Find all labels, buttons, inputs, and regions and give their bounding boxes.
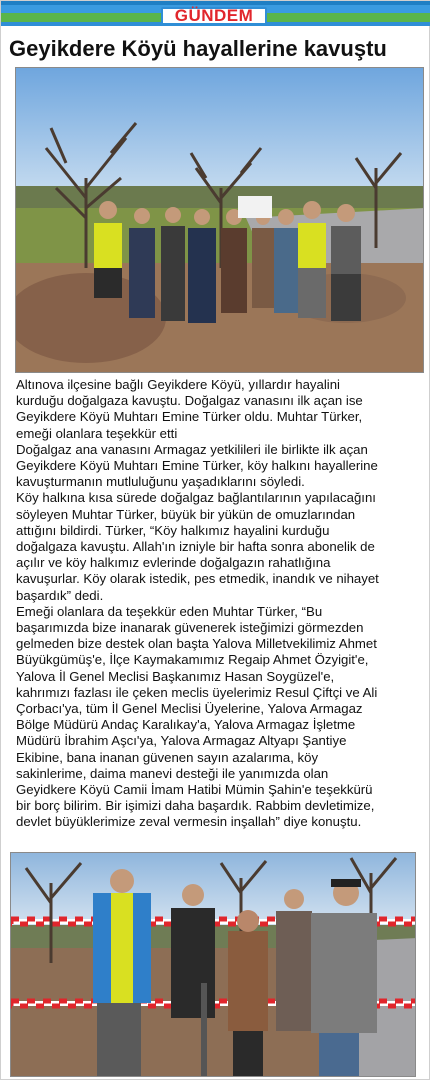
- article-line: başardık” dedi.: [16, 587, 104, 603]
- photo-illustration: [11, 853, 416, 1077]
- article-line: gelmeden bize destek olan başta Yalova Milletvekilimiz Ahmet: [16, 636, 377, 652]
- article-line: attığını bildirdi. Türker, “Köy halkımız hayalini kurduğu: [16, 522, 330, 538]
- article-photo-bottom: [10, 852, 416, 1077]
- article-line: Büyükgümüş'e, İlçe Kaymakamımız Regaip Ahmet Özyigit'e,: [16, 652, 369, 668]
- article-line: emeği olanlara teşekkür etti: [16, 425, 178, 441]
- article-line: Yalova İl Genel Meclisi Başkanımız Hasan Soygüzel'e,: [16, 668, 335, 684]
- article-line: söyleyen Muhtar Türker, büyük bir yükün de omuzlarından: [16, 506, 356, 522]
- article-photo-top: [15, 67, 424, 373]
- article-line: devlet büyüklerimize zeval vermesin inşallah” diye konuştu.: [16, 814, 362, 830]
- article-line: Geyikdere Köyü Muhtarı Emine Türker oldu. Muhtar Türker,: [16, 409, 363, 425]
- article-line: başarımızda bize inanarak güvenerek isteğimizi görmezden: [16, 620, 364, 636]
- article-headline: Geyikdere Köyü hayallerine kavuştu: [9, 36, 387, 61]
- photo-illustration: [16, 68, 424, 373]
- section-banner: [1, 1, 430, 31]
- article-line: Geyikdere Köyü Muhtarı Emine Türker, köy halkını hayallerine: [16, 458, 378, 474]
- article-line: Bölge Müdürü Andaç Karalıkay'a, Yalova Armagaz İşletme: [16, 717, 356, 733]
- article-line: kavuşurlar. Köy olarak istedik, pes etmedik, inandık ve nihayet: [16, 571, 379, 587]
- section-label: GÜNDEM: [174, 6, 254, 25]
- article-line: kurduğu doğalgaza kavuştu. Doğalgaz vanasını ilk açan ise: [16, 393, 363, 409]
- article-line: açılır ve köy halkımız evlerinde doğalgazın rahatlığına: [16, 555, 331, 571]
- article-line: Köy halkına kısa sürede doğalgaz bağlantılarının yapılacağını: [16, 490, 376, 506]
- article-body: [16, 377, 426, 831]
- article-line: kahrımızı fazlası ile çeken meclis üyelerimiz Resul Çiftçi ve Ali: [16, 684, 378, 700]
- article-line: doğalgaza kavuştu. Allah'ın izniyle bir hafta sonra abonelik de: [16, 539, 375, 555]
- article-line: Ekibine, bana inanan güvenen sayın azalarıma, köy: [16, 749, 319, 765]
- article-line: Müdürü İbrahim Aşcı'ya, Yalova Armagaz Altyapı Şantiye: [16, 733, 347, 749]
- article-line: kavuşturmanın mutluluğunu yaşadıklarını söyledi.: [16, 474, 305, 490]
- article-line: Geyidkere Köyü Camii İmam Hatibi Mümin Şahin'e teşekkürü: [16, 782, 373, 798]
- article-line: Altınova ilçesine bağlı Geyikdere Köyü, yıllardır hayalini: [16, 377, 340, 392]
- article-line: sakinlerime, daima manevi desteği ile yanımızda olan: [16, 765, 329, 781]
- article-line: bir borç bilirim. Bir işimizi daha başardık. Rabbim devletimize,: [16, 798, 375, 814]
- article-line: Doğalgaz ana vanasını Armagaz yetkilileri ile birlikte ilk açan: [16, 441, 368, 457]
- article-line: Emeği olanlara da teşekkür eden Muhtar Türker, “Bu: [16, 603, 323, 619]
- article-line: Çorbacı'ya, tüm İl Genel Meclisi Üyelerine, Yalova Armagaz: [16, 701, 363, 717]
